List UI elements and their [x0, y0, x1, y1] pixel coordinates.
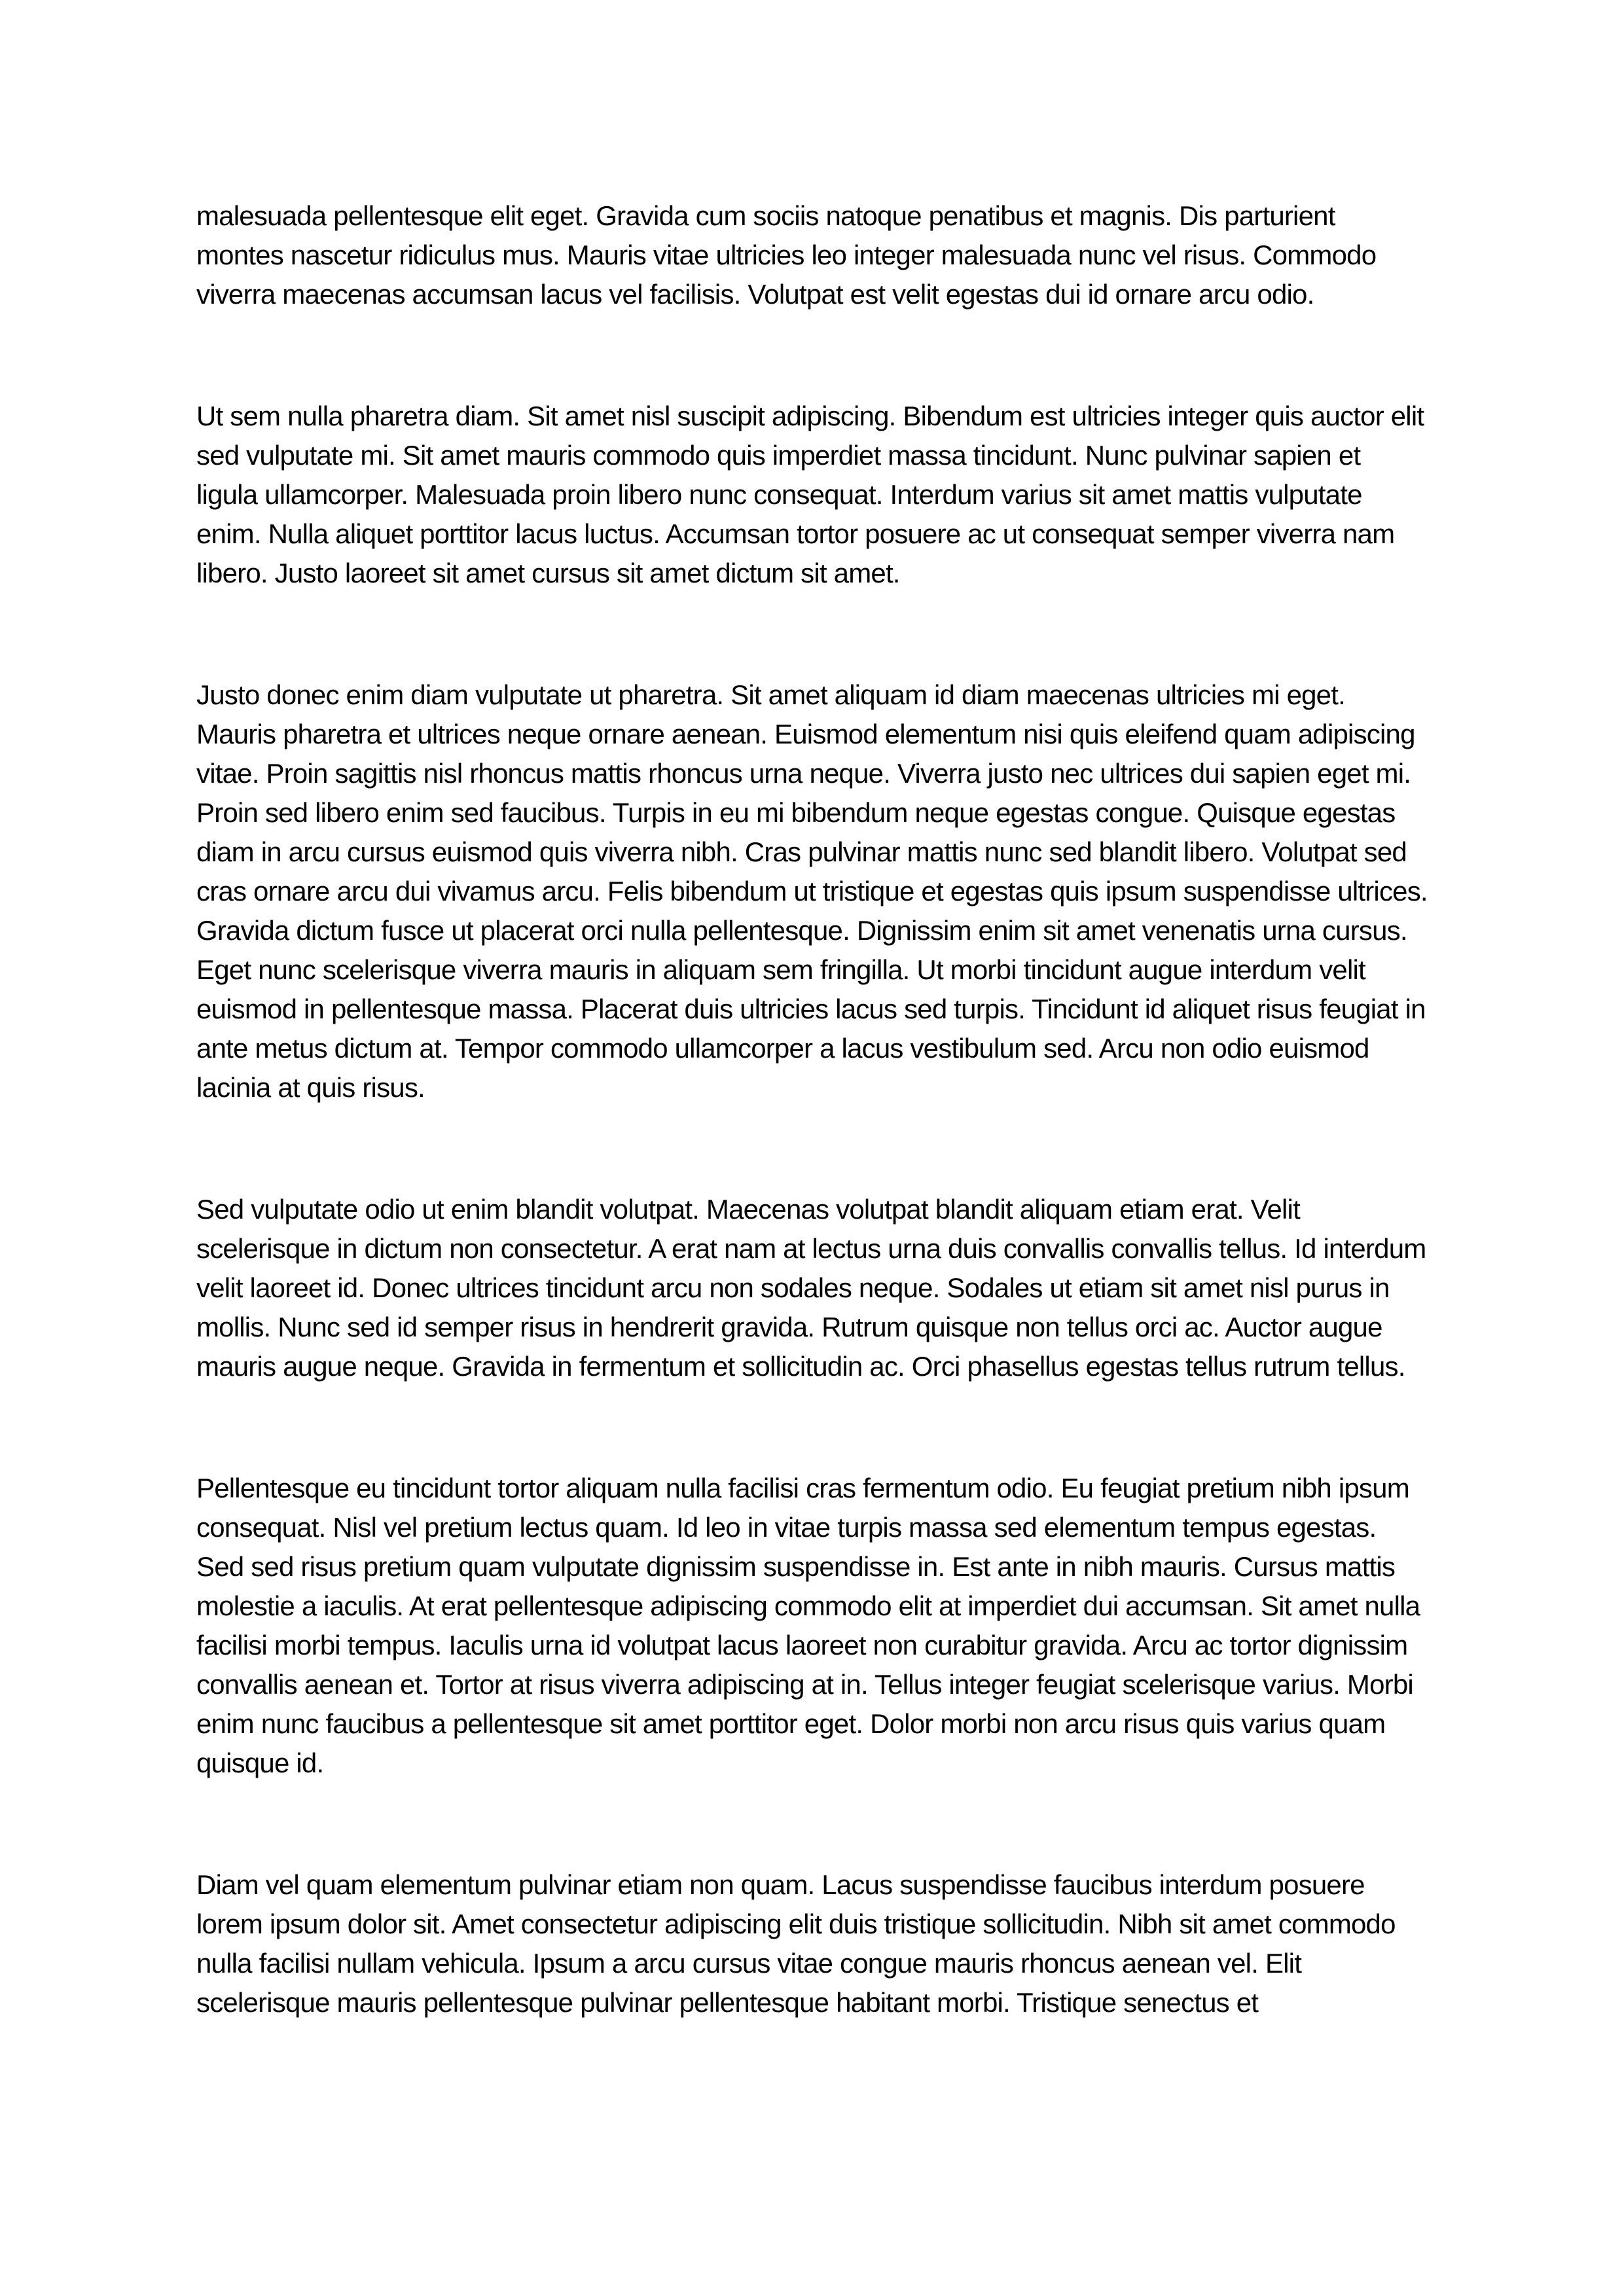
paragraph: Justo donec enim diam vulputate ut pharetra. Sit amet aliquam id diam maecenas ultricies mi eget. Mauris pharetra et ultrices neque ornare aenean. Euismod elementum nisi quis eleifend quam adipiscing vitae. Proin sagittis nisl rhoncus mattis rhoncus urna neque. Viverra justo nec ultrices dui sapien eget mi. Proin sed libero enim sed faucibus. Turpis in eu mi bibendum neque egestas congue. Quisque egestas diam in arcu cursus euismod quis viverra nibh. Cras pulvinar mattis nunc sed blandit libero. Volutpat sed cras ornare arcu dui vivamus arcu. Felis bibendum ut tristique et egestas quis ipsum suspendisse ultrices. Gravida dictum fusce ut placerat orci nulla pellentesque. Dignissim enim sit amet venenatis urna cursus. Eget nunc scelerisque viverra mauris in aliquam sem fringilla. Ut morbi tincidunt augue interdum velit euismod in pellentesque massa. Placerat duis ultricies lacus sed turpis. Tincidunt id aliquet risus feugiat in ante metus dictum at. Tempor commodo ullamcorper a lacus vestibulum sed. Arcu non odio euismod lacinia at quis risus. — [196, 679, 1428, 1103]
paragraph: Pellentesque eu tincidunt tortor aliquam nulla facilisi cras fermentum odio. Eu feugiat pretium nibh ipsum consequat. Nisl vel pretium lectus quam. Id leo in vitae turpis massa sed elementum tempus egestas. Sed sed risus pretium quam vulputate dignissim suspendisse in. Est ante in nibh mauris. Cursus mattis molestie a iaculis. At erat pellentesque adipiscing commodo elit at imperdiet dui accumsan. Sit amet nulla facilisi morbi tempus. Iaculis urna id volutpat lacus laoreet non curabitur gravida. Arcu ac tortor dignissim convallis aenean et. Tortor at risus viverra adipiscing at in. Tellus integer feugiat scelerisque varius. Morbi enim nunc faucibus a pellentesque sit amet porttitor eget. Dolor morbi non arcu risus quis varius quam quisque id. — [196, 1473, 1420, 1778]
paragraph: Ut sem nulla pharetra diam. Sit amet nisl suscipit adipiscing. Bibendum est ultricies integer quis auctor elit sed vulputate mi. Sit amet mauris commodo quis imperdiet massa tincidunt. Nunc pulvinar sapien et ligula ullamcorper. Malesuada proin libero nunc consequat. Interdum varius sit amet mattis vulputate enim. Nulla aliquet porttitor lacus luctus. Accumsan tortor posuere ac ut consequat semper viverra nam libero. Justo laoreet sit amet cursus sit amet dictum sit amet. — [196, 401, 1424, 588]
paragraph: Sed vulputate odio ut enim blandit volutpat. Maecenas volutpat blandit aliquam etiam erat. Velit scelerisque in dictum non consectetur. A erat nam at lectus urna duis convallis convallis tellus. Id interdum velit laoreet id. Donec ultrices tincidunt arcu non sodales neque. Sodales ut etiam sit amet nisl purus in mollis. Nunc sed id semper risus in hendrerit gravida. Rutrum quisque non tellus orci ac. Auctor augue mauris augue neque. Gravida in fermentum et sollicitudin ac. Orci phasellus egestas tellus rutrum tellus. — [196, 1194, 1426, 1382]
paragraph: Diam vel quam elementum pulvinar etiam non quam. Lacus suspendisse faucibus interdum posuere lorem ipsum dolor sit. Amet consectetur adipiscing elit duis tristique sollicitudin. Nibh sit amet commodo nulla facilisi nullam vehicula. Ipsum a arcu cursus vitae congue mauris rhoncus aenean vel. Elit scelerisque mauris pellentesque pulvinar pellentesque habitant morbi. Tristique senectus et — [196, 1869, 1396, 2018]
document-page — [196, 196, 1428, 2105]
paragraph: malesuada pellentesque elit eget. Gravida cum sociis natoque penatibus et magnis. Dis parturient montes nascetur ridiculus mus. Mauris vitae ultricies leo integer malesuada nunc vel risus. Commodo viverra maecenas accumsan lacus vel facilisis. Volutpat est velit egestas dui id ornare arcu odio. — [196, 200, 1377, 310]
